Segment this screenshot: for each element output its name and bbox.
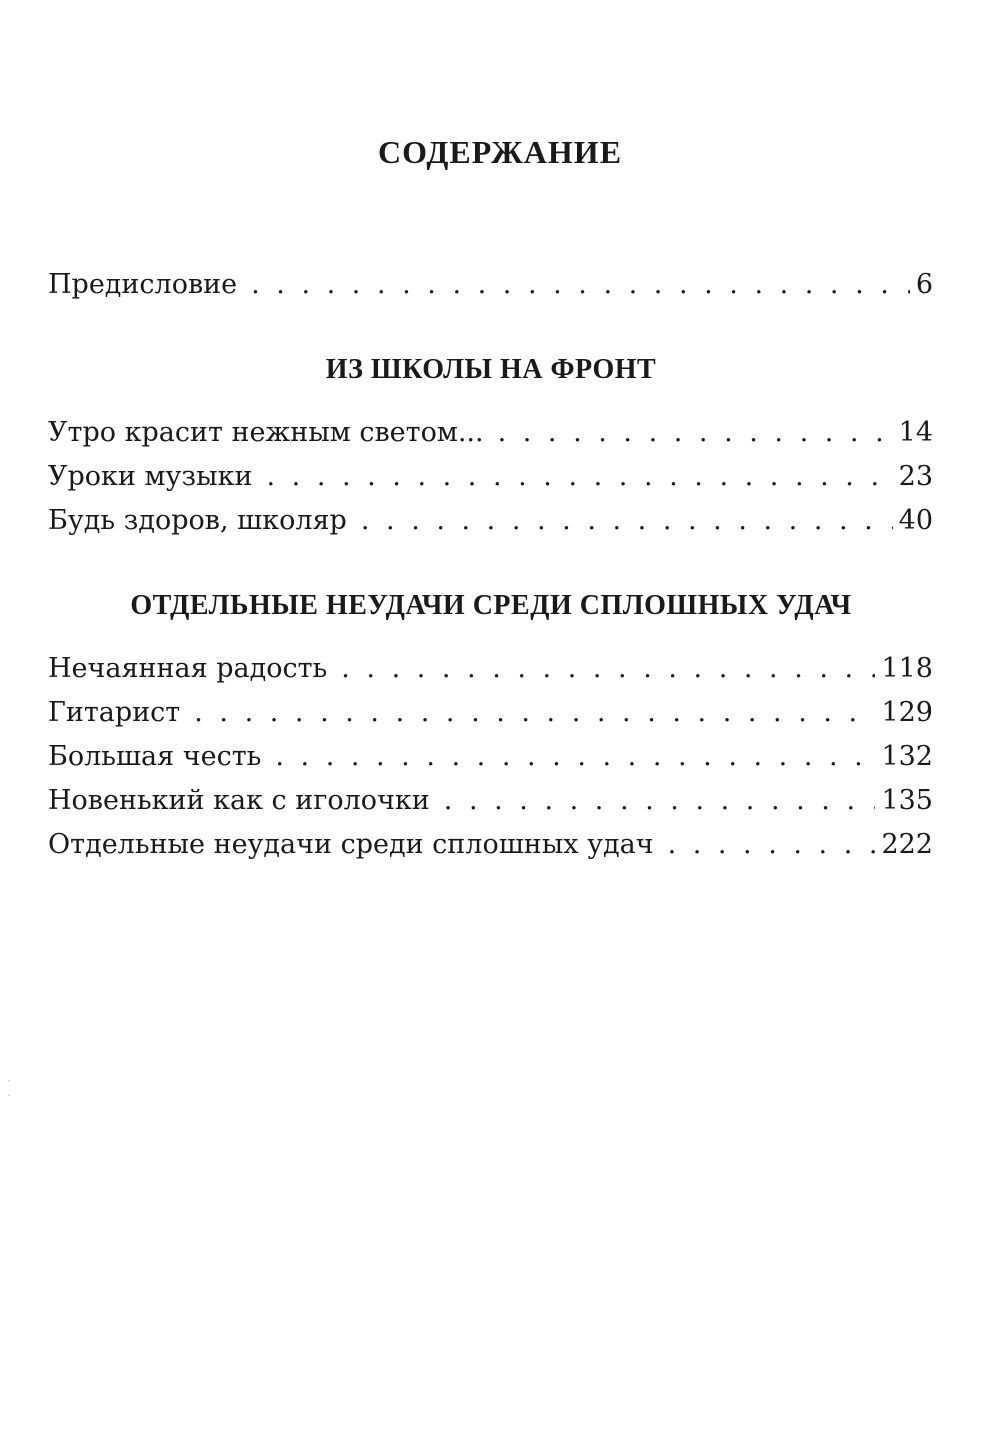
- toc-entry-page: 14: [898, 417, 933, 448]
- toc-entry-label: Уроки музыки: [48, 461, 253, 492]
- toc-entry-label: Предисловие: [48, 269, 238, 300]
- toc-entry[interactable]: [48, 503, 933, 539]
- toc-entry-label: Будь здоров, школяр: [48, 505, 347, 536]
- dot-leader: [251, 267, 910, 303]
- toc-entry-label: Утро красит нежным светом...: [48, 417, 484, 448]
- toc-entry-page: 6: [915, 269, 933, 300]
- toc-entry-label: Нечаянная радость: [48, 653, 328, 684]
- dot-leader: [266, 459, 892, 495]
- toc-entry[interactable]: [48, 739, 933, 775]
- toc-entry-preface[interactable]: [48, 267, 933, 303]
- scan-speck: [8, 1094, 10, 1096]
- dot-leader: [498, 415, 893, 451]
- dot-leader: [444, 783, 876, 819]
- toc-entry-page: 222: [881, 829, 933, 860]
- toc-entry-page: 129: [881, 697, 933, 728]
- toc-entry-label: Большая честь: [48, 741, 262, 772]
- section-heading: ОТДЕЛЬНЫЕ НЕУДАЧИ СРЕДИ СПЛОШНЫХ УДАЧ: [130, 590, 852, 621]
- toc-entry-page: 135: [881, 785, 933, 816]
- toc-entry-page: 118: [881, 653, 933, 684]
- toc-entry[interactable]: [48, 827, 933, 863]
- dot-leader: [361, 503, 893, 539]
- section-heading: ИЗ ШКОЛЫ НА ФРОНТ: [325, 354, 657, 385]
- toc-entry-label: Гитарист: [48, 697, 181, 728]
- toc-entry[interactable]: [48, 651, 933, 687]
- dot-leader: [275, 739, 875, 775]
- toc-entry-page: 132: [881, 741, 933, 772]
- toc-entry[interactable]: [48, 783, 933, 819]
- toc-entry-page: 40: [898, 505, 933, 536]
- toc-entry-label: Отдельные неудачи среди сплошных удач: [48, 829, 654, 860]
- toc-entry[interactable]: [48, 695, 933, 731]
- dot-leader: [194, 695, 875, 731]
- toc-entry[interactable]: [48, 415, 933, 451]
- dot-leader: [341, 651, 875, 687]
- toc-entry-label: Новенький как с иголочки: [48, 785, 430, 816]
- toc-entry[interactable]: [48, 459, 933, 495]
- dot-leader: [668, 827, 876, 863]
- scan-speck: [8, 1080, 10, 1082]
- toc-entry-page: 23: [898, 461, 933, 492]
- page-title: СОДЕРЖАНИЕ: [377, 134, 623, 170]
